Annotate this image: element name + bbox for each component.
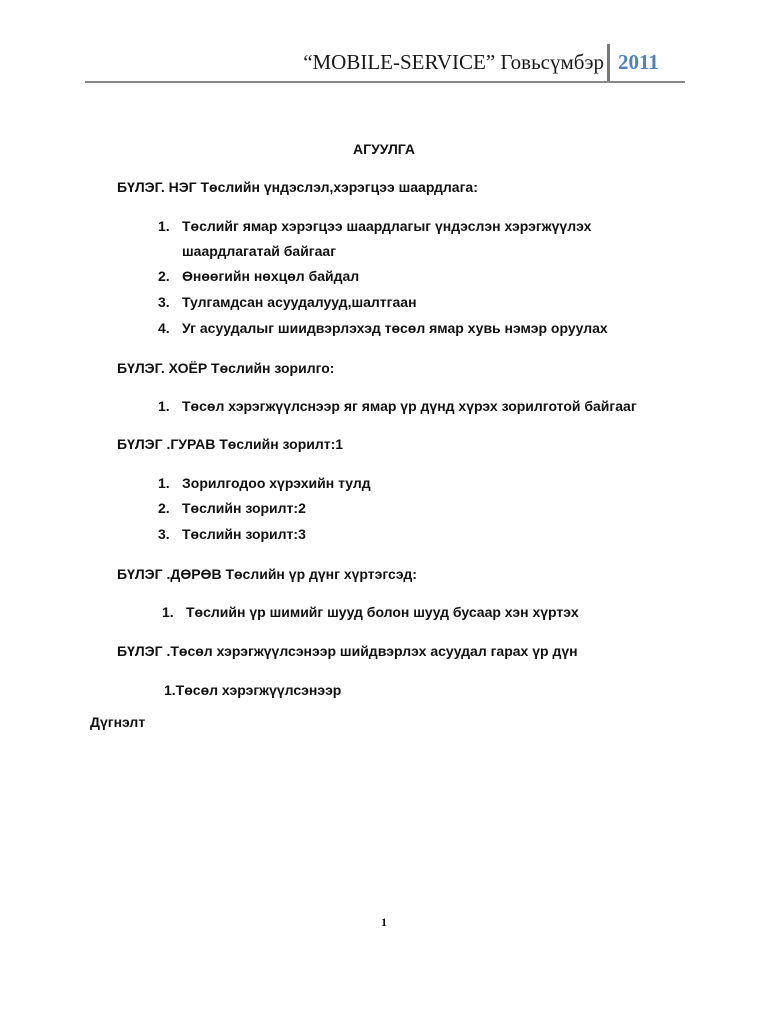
list-item [158, 500, 306, 516]
list-item-text: Зорилгодоо хүрэхийн тулд [182, 475, 371, 491]
section-heading-4: БҮЛЭГ .ДӨРӨВ Төслийн үр дүнг хүртэгсэд: [117, 566, 417, 582]
list-item [158, 320, 608, 336]
list-item [158, 398, 637, 414]
list-item-text: Өнөөгийн нөхцөл байдал [182, 268, 360, 284]
list-item-number: 1. [158, 218, 170, 234]
list-item [164, 682, 341, 698]
list-item-number: 1. [158, 398, 170, 414]
list-item-text: Төслийн зорилт:2 [182, 500, 306, 516]
list-item [158, 218, 591, 234]
list-item-number: 2. [158, 268, 170, 284]
list-item-text: Тулгамдсан асуудалууд,шалтгаан [182, 294, 417, 310]
list-item-number: 1. [162, 604, 174, 620]
header-separator [607, 44, 610, 82]
list-item [158, 475, 371, 491]
section-heading-2: БҮЛЭГ. ХОЁР Төслийн зорилго: [117, 360, 335, 376]
toc-title: АГУУЛГА [353, 141, 415, 157]
section-heading-1: БҮЛЭГ. НЭГ Төслийн үндэслэл,хэрэгцээ шаардлага: [117, 179, 478, 195]
list-item-number: 3. [158, 526, 170, 542]
section-heading-5: БҮЛЭГ .Төсөл хэрэгжүүлсэнээр шийдвэрлэх асуудал гарах үр дүн [117, 643, 578, 659]
list-item [158, 294, 417, 310]
header-title: “MOBILE-SERVICE” Говьсүмбэр [303, 50, 604, 74]
list-item [158, 268, 359, 284]
page-number: 1 [381, 915, 387, 929]
list-item [158, 526, 306, 542]
list-item-text: Төслийг ямар хэрэгцээ шаардлагыг үндэслэн хэрэгжүүлэх [182, 218, 592, 234]
list-item-text: Төслийн зорилт:3 [182, 526, 306, 542]
header-year: 2011 [618, 50, 659, 74]
list-item-text: Төсөл хэрэгжүүлснээр яг ямар үр дүнд хүрэх зорилготой байгааг [182, 398, 637, 414]
list-item [162, 604, 579, 620]
list-item-number: 4. [158, 320, 170, 336]
list-item-text: Төслийн үр шимийг шууд болон шууд бусаар хэн хүртэх [186, 604, 579, 620]
list-item-continuation: шаардлагатай байгааг [182, 243, 337, 259]
conclusion-heading: Дүгнэлт [90, 714, 146, 730]
list-item-number: 3. [158, 294, 170, 310]
list-item-number: 1. [158, 475, 170, 491]
list-item-text: 1.Төсөл хэрэгжүүлсэнээр [164, 682, 342, 698]
section-heading-3: БҮЛЭГ .ГУРАВ Төслийн зорилт:1 [117, 436, 344, 452]
list-item-text: Уг асуудалыг шиидвэрлэхэд төсөл ямар хувь нэмэр оруулах [182, 320, 608, 336]
list-item-number: 2. [158, 500, 170, 516]
header-rule [85, 81, 685, 83]
page-header [0, 44, 768, 84]
